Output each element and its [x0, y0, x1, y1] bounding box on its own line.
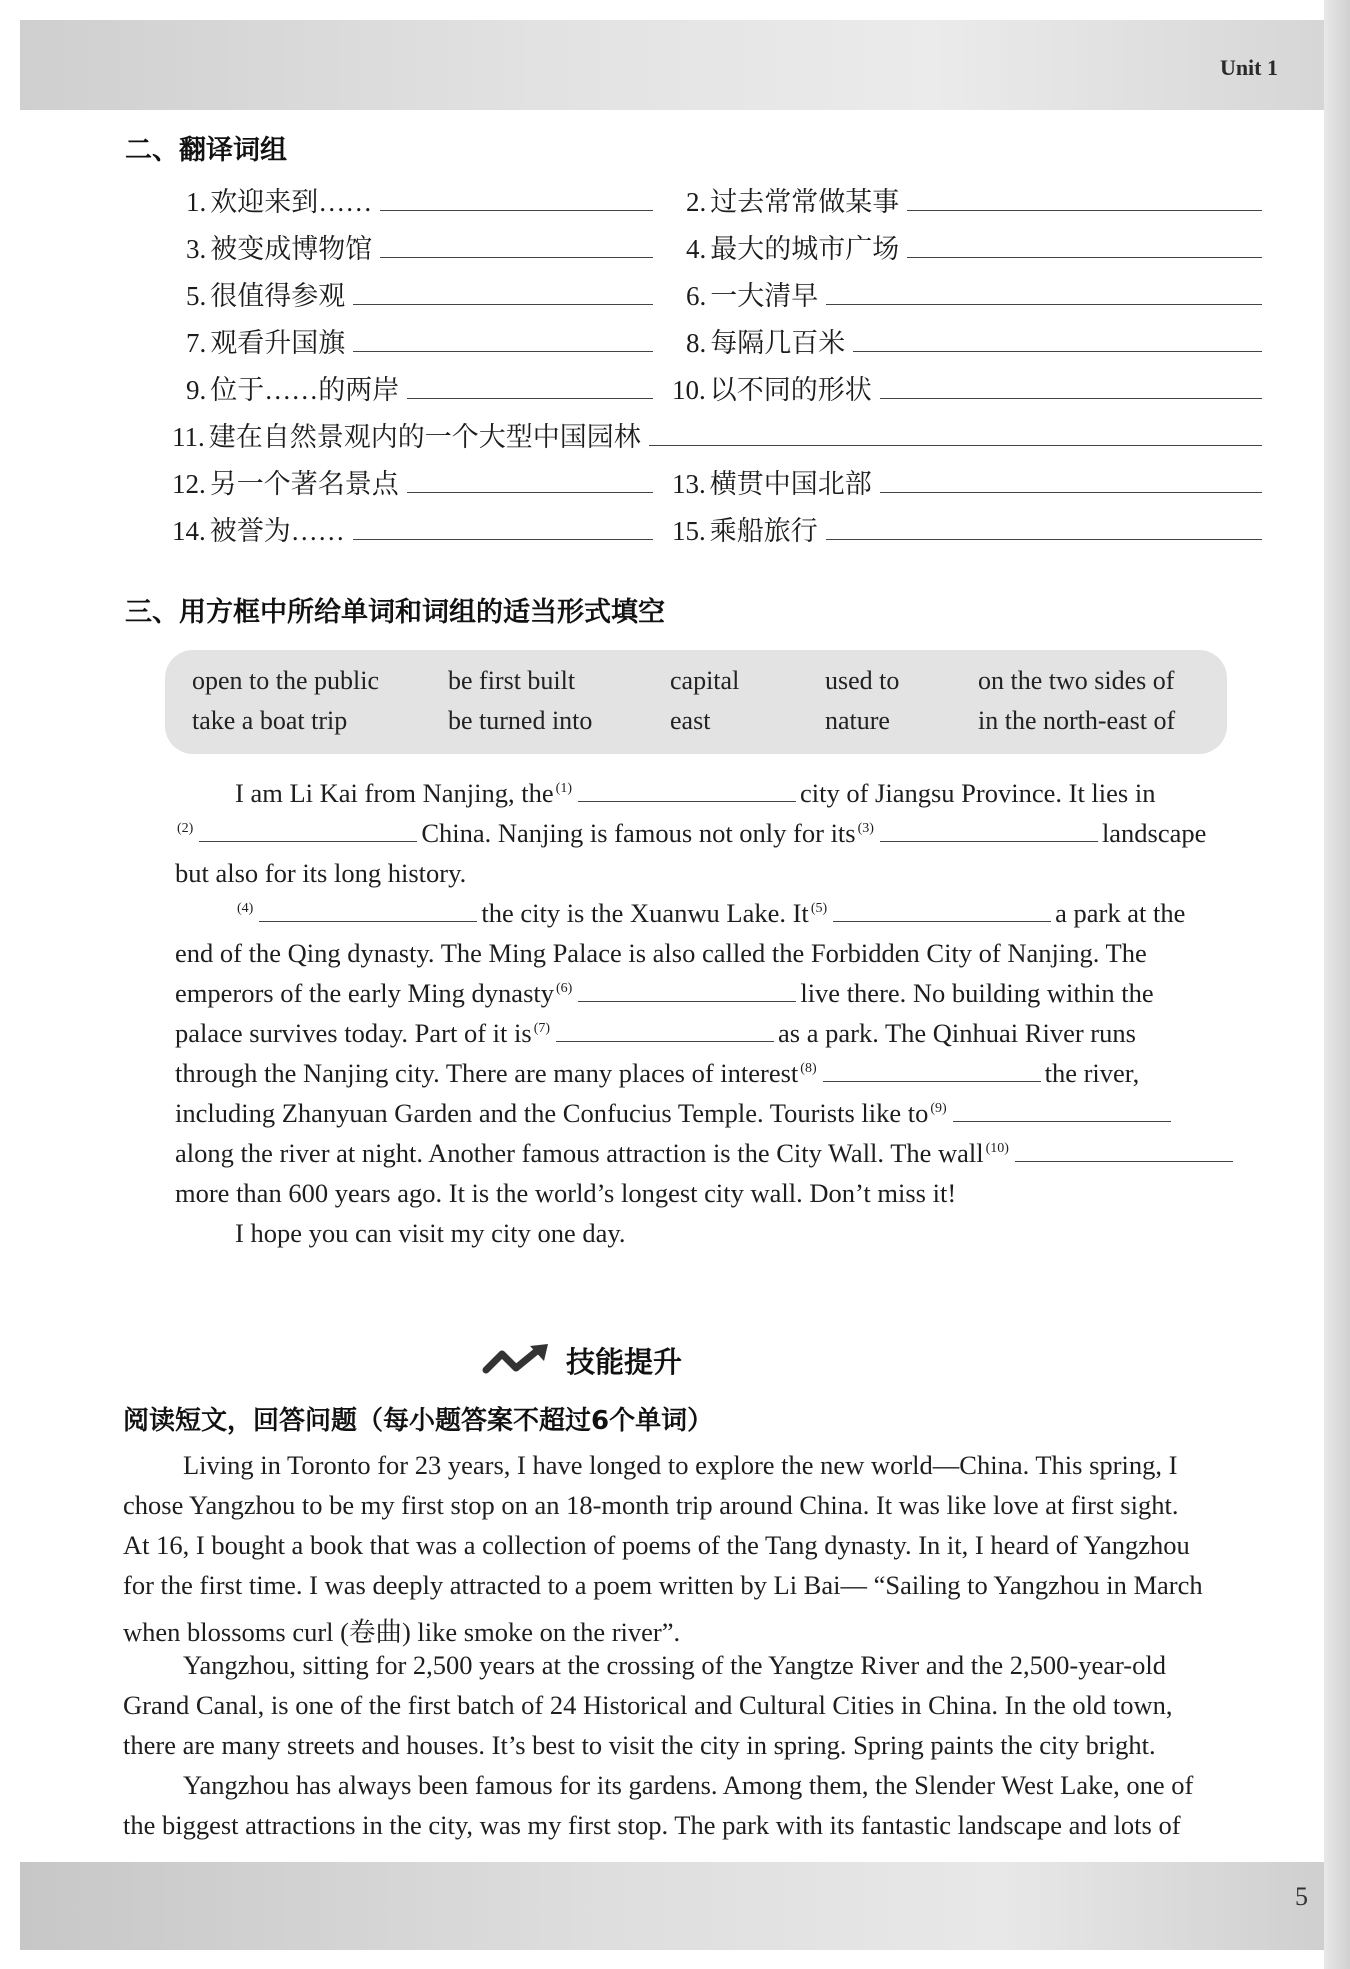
item-number: 14.: [172, 516, 206, 546]
item-number: 7.: [186, 328, 207, 358]
blank-number: (6): [556, 981, 573, 997]
skills-heading: [482, 1340, 682, 1381]
passage-line: palace survives today. Part of it is $^{(7)}$ as a park. The Qinhuai River runs: [175, 1018, 1136, 1048]
item-number: 6.: [686, 281, 707, 311]
item-number: 12.: [172, 469, 206, 499]
passage-line: end of the Qing dynasty. The Ming Palace is also called the Forbidden City of Nanjing. The: [175, 938, 1147, 968]
translation-item: [186, 180, 653, 219]
item-number: 13.: [672, 469, 706, 499]
cloze-blank[interactable]: [259, 903, 477, 922]
cloze-blank[interactable]: [880, 823, 1098, 842]
reading-line: Yangzhou has always been famous for its gardens. Among them, the Slender West Lake, one of: [183, 1770, 1194, 1800]
answer-blank[interactable]: [407, 378, 653, 399]
answer-blank[interactable]: [353, 331, 653, 352]
item-text: 过去常常做某事: [710, 187, 900, 217]
box-word: in the north-east of: [978, 706, 1176, 735]
translation-item: [186, 227, 653, 266]
answer-blank[interactable]: [407, 472, 653, 493]
answer-blank[interactable]: [907, 237, 1262, 258]
answer-blank[interactable]: [880, 472, 1262, 493]
item-number: 10.: [672, 375, 706, 405]
passage-line: $^{(4)}$ the city is the Xuanwu Lake. It $^{(5)}$ a park at the: [237, 898, 1186, 928]
answer-blank[interactable]: [880, 378, 1262, 399]
reading-line: chose Yangzhou to be my first stop on an 18-month trip around China. It was like love at first sight.: [123, 1490, 1179, 1520]
answer-blank[interactable]: [353, 284, 653, 305]
reading-line: Living in Toronto for 23 years, I have longed to explore the new world—China. This spring, I: [183, 1450, 1178, 1480]
box-word: open to the public: [192, 666, 380, 695]
translation-item: [172, 509, 653, 548]
answer-blank[interactable]: [826, 519, 1262, 540]
item-number: 4.: [686, 234, 707, 264]
box-word: nature: [825, 706, 890, 735]
answer-blank[interactable]: [907, 190, 1262, 211]
item-text: 欢迎来到……: [210, 187, 373, 217]
passage-line: along the river at night. Another famous attraction is the City Wall. The wall $^{(10)}$: [175, 1138, 1237, 1169]
item-number: 9.: [186, 375, 207, 405]
box-word: take a boat trip: [192, 706, 348, 735]
translation-item: [672, 368, 1262, 407]
blank-number: (5): [810, 901, 828, 917]
item-text: 以不同的形状: [709, 375, 872, 405]
item-number: 11.: [172, 422, 205, 452]
item-text: 被誉为……: [209, 516, 345, 546]
blank-number: (3): [857, 821, 874, 837]
translation-item: [672, 462, 1262, 501]
header-band: [20, 20, 1324, 110]
cloze-blank[interactable]: [556, 1023, 774, 1042]
item-text: 横贯中国北部: [709, 469, 872, 499]
item-text: 观看升国旗: [210, 328, 346, 358]
cloze-blank[interactable]: [833, 903, 1051, 922]
box-word: be first built: [448, 666, 576, 695]
cloze-blank[interactable]: [578, 983, 796, 1002]
box-word: used to: [825, 666, 900, 695]
item-text: 最大的城市广场: [710, 234, 900, 264]
item-number: 3.: [186, 234, 207, 264]
section2-title: 二、翻译词组: [125, 135, 287, 166]
translation-item: [172, 462, 653, 501]
item-number: 1.: [186, 187, 207, 217]
box-word: on the two sides of: [978, 666, 1175, 695]
reading-line: when blossoms curl (卷曲) like smoke on the river”.: [123, 1617, 681, 1647]
box-word: east: [670, 706, 711, 735]
blank-number: (7): [533, 1021, 551, 1037]
answer-blank[interactable]: [826, 284, 1262, 305]
section3-title: 三、用方框中所给单词和词组的适当形式填空: [125, 597, 665, 628]
blank-number: (9): [930, 1101, 947, 1117]
answer-blank[interactable]: [353, 519, 653, 540]
cloze-blank[interactable]: [1015, 1143, 1233, 1162]
translation-item: [186, 368, 653, 407]
footer-band: [20, 1862, 1324, 1950]
translation-item: [186, 321, 653, 360]
passage-line: but also for its long history.: [175, 858, 467, 888]
answer-blank[interactable]: [649, 425, 1262, 446]
item-number: 15.: [672, 516, 706, 546]
item-number: 5.: [186, 281, 207, 311]
item-text: 建在自然景观内的一个大型中国园林: [208, 422, 641, 452]
cloze-blank[interactable]: [823, 1063, 1041, 1082]
passage-line: $^{(2)}$ China. Nanjing is famous not only for its $^{(3)}$ landscape: [177, 818, 1207, 848]
translation-item: [172, 415, 1262, 454]
unit-label: Unit 1: [1219, 55, 1278, 80]
reading-line: Grand Canal, is one of the first batch of 24 Historical and Cultural Cities in China. In the old town,: [123, 1690, 1173, 1720]
item-text: 被变成博物馆: [210, 234, 373, 264]
translation-item: [186, 274, 653, 313]
reading-line: for the first time. I was deeply attracted to a poem written by Li Bai— “Sailing to Yangzhou in March: [123, 1570, 1203, 1600]
translation-item: [686, 227, 1262, 266]
cloze-blank[interactable]: [953, 1103, 1171, 1122]
item-text: 位于……的两岸: [210, 375, 400, 405]
cloze-blank[interactable]: [578, 783, 796, 802]
trend-arrow-icon: [482, 1344, 554, 1378]
page-number: 5: [1295, 1882, 1308, 1911]
item-number: 2.: [686, 187, 707, 217]
passage-line: I hope you can visit my city one day.: [235, 1218, 626, 1248]
cloze-blank[interactable]: [199, 823, 417, 842]
reading-line: At 16, I bought a book that was a collection of poems of the Tang dynasty. In it, I heard of Yangzhou: [123, 1530, 1190, 1560]
reading-line: the biggest attractions in the city, was my first stop. The park with its fantastic landscape and lots of: [123, 1810, 1181, 1840]
answer-blank[interactable]: [380, 237, 653, 258]
reading-line: Yangzhou, sitting for 2,500 years at the crossing of the Yangtze River and the 2,500-year-old: [183, 1650, 1166, 1680]
passage-line: emperors of the early Ming dynasty $^{(6)}$ live there. No building within the: [175, 978, 1154, 1008]
blank-number: (1): [555, 781, 572, 797]
blank-number: (10): [985, 1141, 1009, 1157]
box-word: capital: [670, 666, 740, 695]
item-text: 另一个著名景点: [209, 469, 399, 499]
translation-item: [686, 274, 1262, 313]
item-text: 很值得参观: [210, 281, 346, 311]
reading-line: there are many streets and houses. It’s best to visit the city in spring. Spring paints the city bright.: [123, 1730, 1156, 1760]
item-text: 一大清早: [710, 281, 819, 311]
passage-line: including Zhanyuan Garden and the Confucius Temple. Tourists like to $^{(9)}$: [175, 1098, 1175, 1129]
skills-title: 技能提升: [566, 1345, 683, 1379]
translation-item: [686, 180, 1262, 219]
answer-blank[interactable]: [380, 190, 653, 211]
reading-instruction: 阅读短文，回答问题（每小题答案不超过6个单词）: [123, 1406, 714, 1436]
item-text: 乘船旅行: [709, 516, 818, 546]
passage-line: I am Li Kai from Nanjing, the $^{(1)}$ city of Jiangsu Province. It lies in: [235, 778, 1156, 808]
blank-number: (2): [177, 821, 194, 837]
box-word: be turned into: [448, 706, 593, 735]
passage-line: through the Nanjing city. There are many places of interest $^{(8)}$ the river,: [175, 1058, 1140, 1088]
translation-item: [672, 509, 1262, 548]
item-number: 8.: [686, 328, 707, 358]
blank-number: (8): [800, 1061, 817, 1077]
passage-line: more than 600 years ago. It is the world’s longest city wall. Don’t miss it!: [175, 1178, 957, 1208]
answer-blank[interactable]: [853, 331, 1262, 352]
page-edge: [1324, 0, 1350, 1969]
item-text: 每隔几百米: [710, 328, 846, 358]
blank-number: (4): [237, 901, 254, 917]
translation-item: [686, 321, 1262, 360]
